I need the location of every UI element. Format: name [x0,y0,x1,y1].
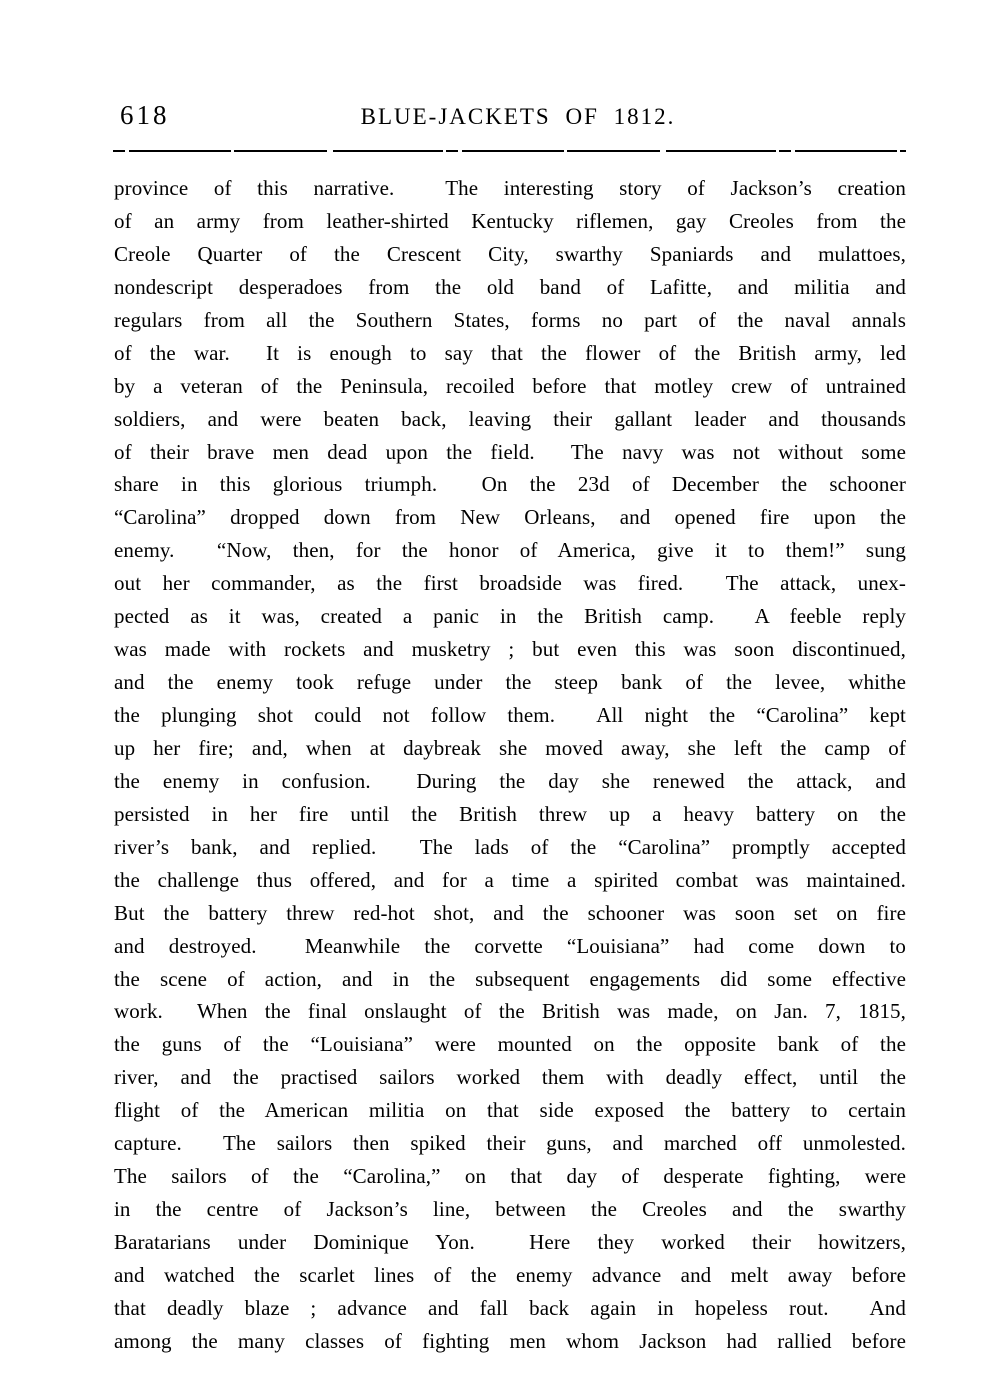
text-line: the guns of the “Louisiana” were mounted on the opposite bank of the [114,1032,906,1057]
text-line: capture. The sailors then spiked their guns, and marched off unmolested. [114,1131,906,1156]
header-rule [113,149,906,152]
body-text-block [114,172,906,1358]
text-line: The sailors of the “Carolina,” on that day of desperate fighting, were [114,1164,906,1189]
text-line: and the enemy took refuge under the steep bank of the levee, whithe [114,670,906,695]
text-line: the enemy in confusion. During the day she renewed the attack, and [114,768,906,793]
text-line: was made with rockets and musketry ; but even this was soon discontinued, [114,637,906,662]
page-number: 618 [120,100,170,130]
text-line: that deadly blaze ; advance and fall back again in hopeless rout. And [114,1295,906,1320]
text-line: river, and the practised sailors worked them with deadly effect, until the [114,1065,906,1090]
text-line: in the centre of Jackson’s line, between the Creoles and the swarthy [114,1197,906,1222]
text-line: the scene of action, and in the subsequent engagements did some effective [114,966,906,991]
text-line: nondescript desperadoes from the old band of Lafitte, and militia and [114,274,906,299]
text-line: flight of the American militia on that side exposed the battery to certain [114,1098,906,1123]
text-line: river’s bank, and replied. The lads of the “Carolina” promptly accepted [114,834,906,859]
text-line: up her fire; and, when at daybreak she moved away, she left the camp of [114,735,906,760]
text-line: Baratarians under Dominique Yon. Here they worked their howitzers, [114,1230,906,1254]
text-line: by a veteran of the Peninsula, recoiled before that motley crew of untrained [114,373,906,398]
text-line: out her commander, as the first broadside was fired. The attack, unex- [114,571,906,596]
text-line: Creole Quarter of the Crescent City, swarthy Spaniards and mulattoes, [114,241,906,266]
text-line: and destroyed. Meanwhile the corvette “Louisiana” had come down to [114,933,906,958]
text-line: and watched the scarlet lines of the enemy advance and melt away before [114,1262,906,1287]
running-title: BLUE-JACKETS OF 1812. [360,104,676,129]
text-line: regulars from all the Southern States, forms no part of the naval annals [114,307,906,332]
text-line: the challenge thus offered, and for a time a spirited combat was maintained. [114,867,906,892]
text-line: of their brave men dead upon the field. The navy was not without some [114,439,906,464]
text-line: “Carolina” dropped down from New Orleans, and opened fire upon the [114,505,906,530]
text-line: work. When the final onslaught of the British was made, on Jan. 7, 1815, [114,999,906,1024]
text-line: of the war. It is enough to say that the flower of the British army, led [114,340,906,365]
text-line: the plunging shot could not follow them. All night the “Carolina” kept [114,703,906,727]
text-line: persisted in her fire until the British threw up a heavy battery on the [114,801,906,826]
text-line: of an army from leather-shirted Kentucky riflemen, gay Creoles from the [114,208,906,233]
text-line: share in this glorious triumph. On the 23d of December the schooner [114,472,906,497]
text-line: But the battery threw red-hot shot, and the schooner was soon set on fire [114,900,906,925]
page-header [0,0,1000,160]
text-line: soldiers, and were beaten back, leaving their gallant leader and thousands [114,406,906,431]
text-line: among the many classes of fighting men whom Jackson had rallied before [114,1328,906,1353]
text-line: province of this narrative. The interesting story of Jackson’s creation [114,176,906,200]
text-line: pected as it was, created a panic in the British camp. A feeble reply [114,604,906,629]
text-line: enemy. “Now, then, for the honor of America, give it to them!” sung [114,538,906,563]
